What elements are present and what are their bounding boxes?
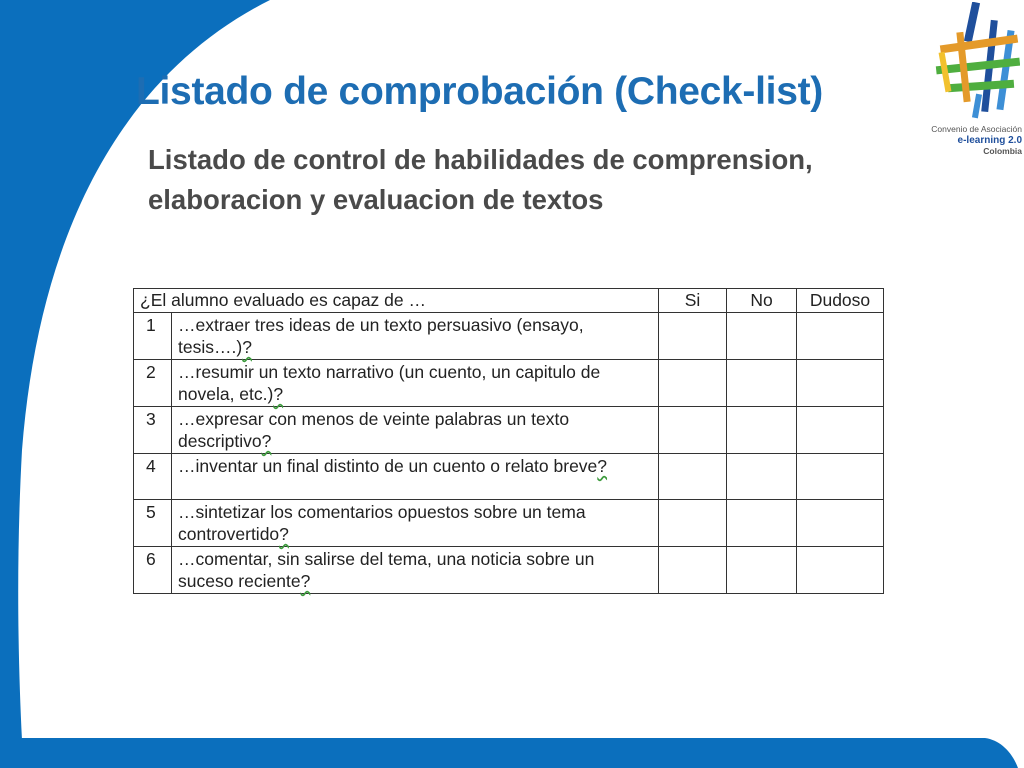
logo-caption-convenio: Convenio de Asociación xyxy=(931,124,1022,134)
logo-caption-elearning: e-learning 2.0 xyxy=(957,135,1022,146)
row-question-mark: ? xyxy=(300,571,311,591)
row-question xyxy=(172,360,659,407)
table-header-row xyxy=(134,289,884,313)
table-row xyxy=(134,454,884,500)
cell-dudoso[interactable] xyxy=(797,547,884,594)
table-row xyxy=(134,360,884,407)
cell-dudoso[interactable] xyxy=(797,313,884,360)
row-question-text: …comentar, sin salirse del tema, una noticia sobre un suceso reciente xyxy=(178,549,595,591)
row-question xyxy=(172,500,659,547)
cell-si[interactable] xyxy=(659,360,727,407)
row-question-mark: ? xyxy=(279,524,289,544)
cell-dudoso[interactable] xyxy=(797,360,884,407)
row-question-text: …sintetizar los comentarios opuestos sobre un tema controvertido xyxy=(178,502,586,544)
column-header-si: Si xyxy=(659,289,727,313)
table-row xyxy=(134,313,884,360)
checklist-table xyxy=(133,288,884,594)
row-question-text: …expresar con menos de veinte palabras un texto descriptivo xyxy=(178,409,570,451)
slide-subtitle: Listado de control de habilidades de comprension, elaboracion y evaluacion de textos xyxy=(148,144,813,215)
row-number: 5 xyxy=(134,500,172,547)
column-header-no: No xyxy=(727,289,797,313)
cell-si[interactable] xyxy=(659,407,727,454)
cell-si[interactable] xyxy=(659,454,727,500)
row-question-mark: ? xyxy=(261,431,272,451)
logo xyxy=(900,2,1024,162)
row-question xyxy=(172,547,659,594)
row-question-text: …resumir un texto narrativo (un cuento, un capitulo de novela, etc.) xyxy=(178,362,601,404)
cell-si[interactable] xyxy=(659,547,727,594)
cell-no[interactable] xyxy=(727,407,797,454)
bottom-blue-band xyxy=(0,738,1018,768)
table-row xyxy=(134,407,884,454)
cell-dudoso[interactable] xyxy=(797,500,884,547)
cell-no[interactable] xyxy=(727,313,797,360)
cell-no[interactable] xyxy=(727,547,797,594)
e-learning-logo-icon xyxy=(930,2,1020,120)
row-question xyxy=(172,407,659,454)
row-number: 2 xyxy=(134,360,172,407)
row-question xyxy=(172,313,659,360)
cell-no[interactable] xyxy=(727,454,797,500)
slide-title: Listado de comprobación (Check-list) xyxy=(136,70,823,113)
row-number: 6 xyxy=(134,547,172,594)
question-header: ¿El alumno evaluado es capaz de … xyxy=(134,289,659,313)
column-header-dudoso: Dudoso xyxy=(797,289,884,313)
row-number: 1 xyxy=(134,313,172,360)
row-number: 4 xyxy=(134,454,172,500)
row-question-text: …inventar un final distinto de un cuento o relato breve xyxy=(178,456,598,476)
table-row xyxy=(134,500,884,547)
cell-si[interactable] xyxy=(659,500,727,547)
cell-no[interactable] xyxy=(727,500,797,547)
cell-dudoso[interactable] xyxy=(797,407,884,454)
cell-no[interactable] xyxy=(727,360,797,407)
cell-si[interactable] xyxy=(659,313,727,360)
cell-dudoso[interactable] xyxy=(797,454,884,500)
row-question-mark: ? xyxy=(242,337,252,357)
row-question-mark: ? xyxy=(273,384,284,404)
logo-caption-country: Colombia xyxy=(983,146,1022,156)
row-number: 3 xyxy=(134,407,172,454)
row-question-text: …extraer tres ideas de un texto persuasivo (ensayo, tesis….) xyxy=(178,315,584,357)
row-question xyxy=(172,454,659,500)
table-row xyxy=(134,547,884,594)
row-question-mark: ? xyxy=(597,456,608,476)
